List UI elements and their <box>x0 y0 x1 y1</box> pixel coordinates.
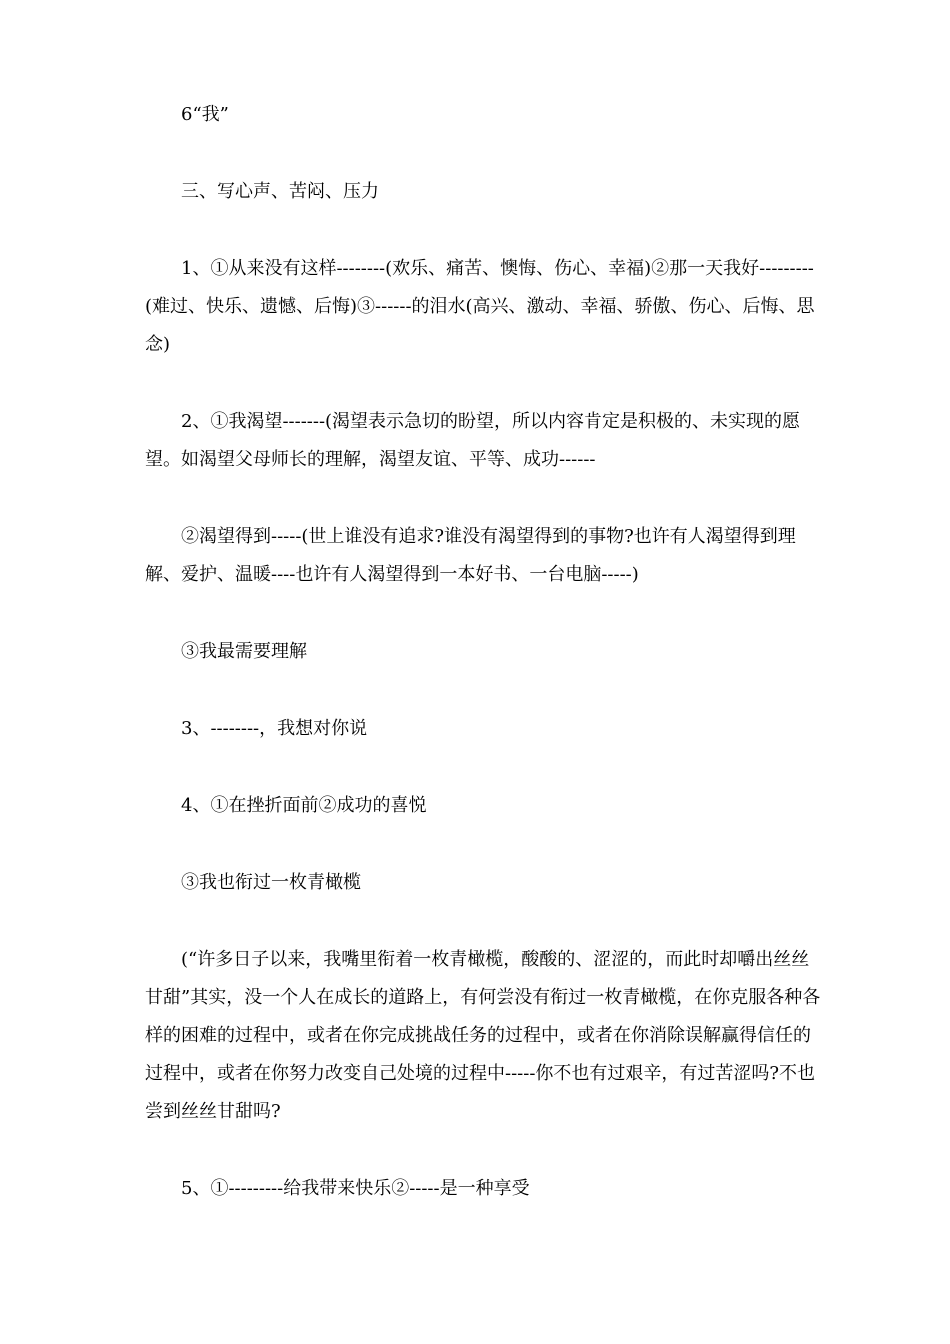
paragraph-item-4-sub-3: ③我也衔过一枚青橄榄 <box>181 872 361 893</box>
paragraph-item-3: 3、--------，我想对你说 <box>181 718 368 739</box>
paragraph-item-1: 1、①从来没有这样--------(欢乐、痛苦、懊悔、伤心、幸福)②那一天我好---------(难过、快乐、遗憾、后悔)③------的泪水(高兴、激动、幸福、骄傲、伤心、后悔、思念) <box>145 258 815 355</box>
paragraph-item-5: 5、①---------给我带来快乐②-----是一种享受 <box>181 1178 530 1199</box>
document-body <box>145 96 825 1247</box>
paragraph-heading-6: 6“我” <box>181 104 229 125</box>
paragraph-item-2-sub-2: ②渴望得到-----(世上谁没有追求?谁没有渴望得到的事物?也许有人渴望得到理解、爱护、温暖----也许有人渴望得到一本好书、一台电脑-----) <box>145 526 796 585</box>
paragraph-explanation: (“许多日子以来，我嘴里衔着一枚青橄榄，酸酸的、涩涩的，而此时却嚼出丝丝甘甜”其实，没一个人在成长的道路上，有何尝没有衔过一枚青橄榄，在你克服各种各样的困难的过程中，或者在你完成挑战任务的过程中，或者在你消除误解赢得信任的过程中，或者在你努力改变自己处境的过程中-----你不也有过艰辛，有过苦涩吗?不也尝到丝丝甘甜吗? <box>145 949 821 1122</box>
paragraph-section-3: 三、写心声、苦闷、压力 <box>181 181 379 202</box>
paragraph-item-2: 2、①我渴望-------(渴望表示急切的盼望，所以内容肯定是积极的、未实现的愿望。如渴望父母师长的理解，渴望友谊、平等、成功------ <box>145 411 801 470</box>
paragraph-item-2-sub-3: ③我最需要理解 <box>181 641 307 662</box>
paragraph-item-4: 4、①在挫折面前②成功的喜悦 <box>181 795 427 816</box>
